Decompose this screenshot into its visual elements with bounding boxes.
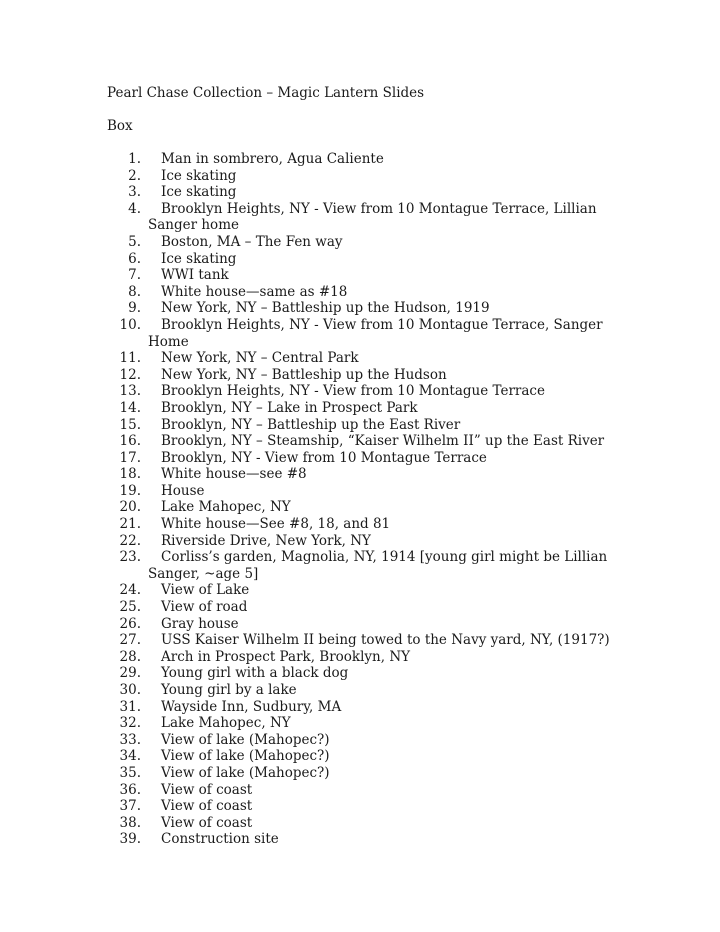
list-item bbox=[107, 367, 627, 384]
list-item bbox=[107, 715, 627, 732]
list-item-text: View of lake (Mahopec?) bbox=[161, 764, 330, 781]
list-item bbox=[107, 151, 627, 168]
list-item-text: Brooklyn Heights, NY - View from 10 Montague Terrace bbox=[161, 383, 545, 400]
list-item-number: 21. bbox=[119, 516, 141, 533]
list-item bbox=[107, 665, 627, 682]
list-item-number: 10. bbox=[119, 316, 141, 333]
list-item-text-continuation: Sanger home bbox=[148, 217, 239, 234]
list-item-text: Young girl by a lake bbox=[161, 682, 297, 698]
list-item-text: Boston, MA – The Fen way bbox=[161, 233, 343, 250]
list-item-text: View of Lake bbox=[161, 582, 250, 599]
list-item-text: View of lake (Mahopec?) bbox=[161, 748, 330, 765]
list-item-number: 29. bbox=[119, 665, 141, 682]
list-item bbox=[107, 201, 627, 234]
document-title: Pearl Chase Collection – Magic Lantern Slides bbox=[107, 85, 425, 101]
list-item bbox=[107, 831, 627, 848]
list-item bbox=[107, 251, 627, 268]
list-item-number: 26. bbox=[119, 615, 141, 632]
list-item bbox=[107, 649, 627, 666]
list-item bbox=[107, 267, 627, 284]
list-item-text: View of coast bbox=[161, 814, 253, 831]
list-item-text: View of lake (Mahopec?) bbox=[161, 731, 330, 748]
list-item-number: 8. bbox=[128, 283, 141, 300]
box-heading: Box bbox=[107, 118, 133, 134]
list-item bbox=[107, 466, 627, 483]
list-item-text: USS Kaiser Wilhelm II being towed to the Navy yard, NY, (1917?) bbox=[161, 632, 610, 649]
list-item bbox=[107, 417, 627, 434]
list-item-number: 28. bbox=[119, 648, 141, 665]
list-item bbox=[107, 184, 627, 201]
list-item-number: 36. bbox=[119, 781, 141, 798]
list-item bbox=[107, 549, 627, 582]
list-item-text: Ice skating bbox=[161, 184, 237, 201]
list-item-text: Ice skating bbox=[161, 250, 237, 267]
list-item-number: 37. bbox=[119, 798, 141, 815]
list-item-number: 19. bbox=[119, 482, 141, 499]
list-item-number: 11. bbox=[119, 350, 141, 367]
list-item bbox=[107, 732, 627, 749]
list-item bbox=[107, 699, 627, 716]
list-item-text: Brooklyn Heights, NY - View from 10 Montague Terrace, Lillian bbox=[161, 200, 597, 217]
list-item bbox=[107, 765, 627, 782]
list-item-number: 13. bbox=[119, 383, 141, 400]
list-item-text: Brooklyn, NY – Lake in Prospect Park bbox=[161, 399, 418, 416]
list-item bbox=[107, 317, 627, 350]
list-item-number: 25. bbox=[119, 599, 141, 616]
list-item bbox=[107, 815, 627, 832]
list-item-text: Riverside Drive, New York, NY bbox=[161, 532, 371, 549]
list-item-text: Brooklyn, NY – Steamship, “Kaiser Wilhelm II” up the East River bbox=[161, 433, 605, 450]
list-item bbox=[107, 433, 627, 450]
list-item bbox=[107, 533, 627, 550]
list-item-number: 24. bbox=[119, 582, 141, 599]
list-item-text: New York, NY – Central Park bbox=[161, 350, 359, 367]
list-item-text: White house—same as #18 bbox=[161, 283, 348, 300]
list-item-text: Young girl with a black dog bbox=[161, 665, 349, 682]
list-item-number: 38. bbox=[119, 814, 141, 831]
list-item-text: Brooklyn Heights, NY - View from 10 Montague Terrace, Sanger bbox=[161, 316, 603, 333]
list-item-number: 4. bbox=[128, 200, 141, 217]
list-item-number: 7. bbox=[128, 267, 141, 284]
list-item-number: 18. bbox=[119, 466, 141, 483]
list-item-number: 12. bbox=[119, 366, 141, 383]
list-item bbox=[107, 383, 627, 400]
list-item bbox=[107, 234, 627, 251]
list-item bbox=[107, 450, 627, 467]
list-item-text: Ice skating bbox=[161, 167, 237, 184]
list-item-number: 6. bbox=[128, 250, 141, 267]
list-item-number: 5. bbox=[128, 233, 141, 250]
list-item-text-continuation: Sanger, ~age 5] bbox=[148, 565, 259, 582]
list-item-number: 15. bbox=[119, 416, 141, 433]
list-item-text: View of road bbox=[161, 599, 248, 616]
list-item-text: View of coast bbox=[161, 781, 253, 798]
list-item-number: 2. bbox=[128, 167, 141, 184]
list-item-text: Wayside Inn, Sudbury, MA bbox=[161, 698, 342, 715]
list-item-text: View of coast bbox=[161, 798, 253, 815]
list-item bbox=[107, 168, 627, 185]
list-item bbox=[107, 782, 627, 799]
list-item bbox=[107, 400, 627, 417]
list-item-text: Lake Mahopec, NY bbox=[161, 499, 291, 516]
list-item-text: Brooklyn, NY – Battleship up the East River bbox=[161, 416, 461, 433]
list-item-text: New York, NY – Battleship up the Hudson, 1919 bbox=[161, 300, 490, 317]
list-item bbox=[107, 682, 627, 699]
list-item-text-continuation: Home bbox=[148, 333, 189, 350]
list-item-number: 17. bbox=[119, 449, 141, 466]
list-item bbox=[107, 350, 627, 367]
list-item-number: 16. bbox=[119, 433, 141, 450]
list-item-number: 20. bbox=[119, 499, 141, 516]
list-item bbox=[107, 616, 627, 633]
list-item bbox=[107, 599, 627, 616]
list-item bbox=[107, 516, 627, 533]
list-item-number: 22. bbox=[119, 532, 141, 549]
list-item-number: 30. bbox=[119, 682, 141, 698]
list-item-number: 14. bbox=[119, 399, 141, 416]
list-item-text: House bbox=[161, 482, 205, 499]
list-item-number: 23. bbox=[119, 549, 141, 566]
list-item bbox=[107, 748, 627, 765]
list-item-number: 35. bbox=[119, 764, 141, 781]
list-item-text: White house—See #8, 18, and 81 bbox=[161, 516, 391, 533]
list-item bbox=[107, 632, 627, 649]
list-item-text: Arch in Prospect Park, Brooklyn, NY bbox=[161, 648, 411, 665]
list-item-number: 3. bbox=[128, 184, 141, 201]
list-item-number: 34. bbox=[119, 748, 141, 765]
list-item bbox=[107, 300, 627, 317]
list-item-text: New York, NY – Battleship up the Hudson bbox=[161, 366, 447, 383]
list-item-text: Lake Mahopec, NY bbox=[161, 715, 291, 732]
list-item-number: 33. bbox=[119, 731, 141, 748]
slide-list bbox=[107, 151, 627, 848]
list-item bbox=[107, 582, 627, 599]
list-item-number: 39. bbox=[119, 831, 141, 848]
list-item bbox=[107, 499, 627, 516]
list-item bbox=[107, 798, 627, 815]
list-item-text: White house—see #8 bbox=[161, 466, 307, 483]
list-item-number: 32. bbox=[119, 715, 141, 732]
list-item-text: Brooklyn, NY - View from 10 Montague Terrace bbox=[161, 449, 487, 466]
list-item-text: Corliss’s garden, Magnolia, NY, 1914 [young girl might be Lillian bbox=[161, 549, 608, 566]
list-item-number: 1. bbox=[128, 151, 141, 167]
list-item-text: WWI tank bbox=[161, 267, 229, 284]
list-item-text: Man in sombrero, Agua Caliente bbox=[161, 151, 384, 167]
list-item-number: 31. bbox=[119, 698, 141, 715]
list-item-text: Construction site bbox=[161, 831, 279, 848]
list-item-number: 27. bbox=[119, 632, 141, 649]
list-item bbox=[107, 483, 627, 500]
list-item bbox=[107, 284, 627, 301]
list-item-number: 9. bbox=[128, 300, 141, 317]
list-item-text: Gray house bbox=[161, 615, 239, 632]
